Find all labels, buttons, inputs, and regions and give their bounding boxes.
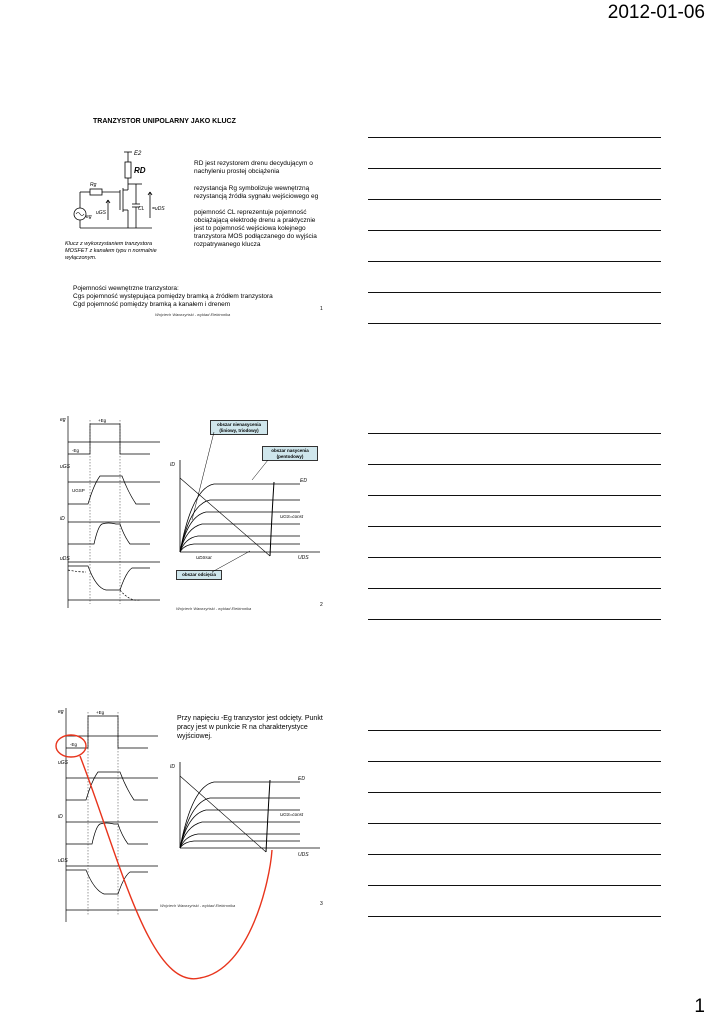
wave-ugs-label: uGS [60,464,71,470]
note-line [368,557,661,558]
slide-3-text: Przy napięciu -Eg tranzystor jest odcięty. Punkt pracy jest w punkcie R na charakterystyce wyjściowej. [177,715,323,740]
note-line [368,495,661,496]
slide-number: 3 [320,901,323,907]
wave-id-label: iD [58,814,63,820]
label-e2: E2 [134,151,142,157]
slide-title: TRANZYSTOR UNIPOLARNY JAKO KLUCZ [93,118,236,125]
wave-minus-eg: -Eg [72,448,80,453]
wave-minus-eg: -Eg [70,742,78,747]
text-rg: rezystancja Rg symbolizuje wewnętrzną rezystancją źródła sygnału wejściowego eg [194,185,319,200]
slide-author: Wojciech Wawrzyński - wykład Elektronika [155,312,231,317]
wave-eg-label: eg [58,709,64,715]
char-ed-label: ED [300,478,307,484]
capacitance-cgd: Cgd pojemność pomiędzy bramką a kanałem i drenem [73,301,231,308]
circuit-caption: Klucz z wykorzystaniem tranzystora MOSFET z kanałem typu n normalnie wyłączonym. [65,241,157,261]
callout-saturation-region: obszar nasycenia (pentodowy) [262,446,318,461]
slide-author: Wojciech Wawrzyński - wykład Elektronika [160,903,236,908]
char-ugs-const: UGS=const [280,812,304,817]
note-line [368,885,661,886]
slide-number: 1 [320,306,323,312]
label-rd: RD [134,166,146,175]
wave-uds-label: uDS [58,858,68,864]
char-id-label: ID [170,764,175,770]
label-rg: Rg [90,182,97,188]
note-line [368,168,661,169]
note-line [368,730,661,731]
label-ugs: uGS [96,210,107,216]
note-line [368,137,661,138]
note-line [368,761,661,762]
capacitance-cgs: Cgs pojemność występująca pomiędzy bramką a źródłem tranzystora [73,293,273,300]
text-rd: RD jest rezystorem drenu decydującym o nachyleniu prostej obciążenia [194,160,313,175]
wave-eg-label: eg [60,417,66,423]
char-uds-sat: UDSsat [196,555,212,560]
label-eg: eg [86,214,92,220]
wave-uds-label: uDS [60,556,70,562]
page-number: 1 [694,996,705,1017]
wave-id-label: iD [60,516,65,522]
label-cl: CL [138,206,145,212]
char-id-label: ID [170,462,175,468]
char-uds-axis: UDS [298,555,309,561]
char-ed-label: ED [298,776,305,782]
callout-triode-region: obszar nienasycenia (liniowy, triodowy) [210,420,268,435]
slide-author: Wojciech Wawrzyński - wykład Elektronika [176,606,252,611]
note-line [368,792,661,793]
note-line [368,292,661,293]
note-line [368,588,661,589]
note-line [368,823,661,824]
note-line [368,230,661,231]
wave-plus-eg: +Eg [98,418,107,423]
capacitance-heading: Pojemności wewnętrzne tranzystora: [73,285,179,292]
note-line [368,261,661,262]
note-line [368,526,661,527]
char-ugs-const: UGS=const [280,514,304,519]
note-line [368,433,661,434]
wave-ugs-label: uGS [58,760,69,766]
page-date: 2012-01-06 [607,2,705,23]
note-line [368,854,661,855]
note-line [368,916,661,917]
note-line [368,619,661,620]
wave-ugsp-label: UGSP [72,488,85,493]
wave-plus-eg: +Eg [96,710,105,715]
note-line [368,323,661,324]
slide-number: 2 [320,602,323,608]
label-uds: =uDS [152,206,165,212]
char-uds-axis: UDS [298,852,309,858]
note-line [368,199,661,200]
note-line [368,464,661,465]
text-cl: pojemność CL reprezentuje pojemność obciążającą elektrodę drenu a praktycznie jest to pojemność wejściowa kolejnego tranzystora MOS podłączanego do wyjścia rozpatrywanego klucza [194,209,317,248]
callout-cutoff-region: obszar odcięcia [176,570,222,580]
